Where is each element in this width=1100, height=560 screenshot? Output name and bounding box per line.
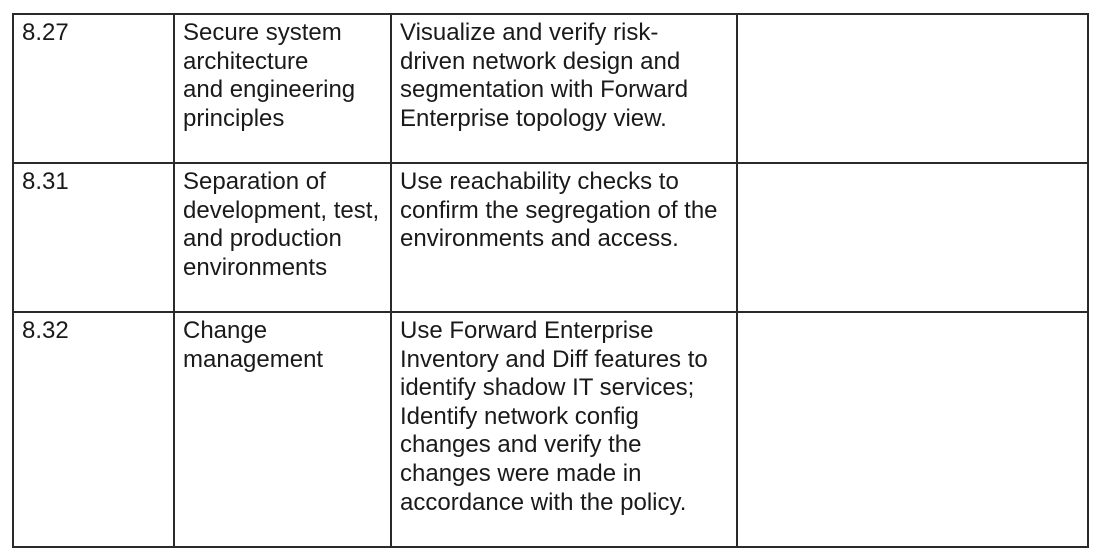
control-name: Separation of development, test, and production environments <box>183 168 380 281</box>
control-description: Use reachability checks to confirm the segregation of the environments and access. <box>400 168 718 253</box>
control-id-cell <box>13 163 174 312</box>
control-id: 8.31 <box>22 168 69 195</box>
empty-cell <box>737 312 1088 547</box>
control-id: 8.27 <box>22 19 69 46</box>
control-description: Visualize and verify risk- driven network design and segmentation with Forward Enterprise topology view. <box>400 19 689 132</box>
control-id: 8.32 <box>22 317 69 344</box>
control-name-cell <box>174 163 391 312</box>
table-row <box>13 312 1088 547</box>
control-name-cell <box>174 312 391 547</box>
table-row <box>13 163 1088 312</box>
control-description: Use Forward Enterprise Inventory and Diff features to identify shadow IT services; Identify network config changes and verify the changes were made in accordance with the policy. <box>400 317 708 516</box>
control-name: Change management <box>183 317 324 373</box>
control-id-cell <box>13 14 174 163</box>
empty-cell <box>737 14 1088 163</box>
control-name: Secure system architecture and engineering principles <box>183 19 356 132</box>
empty-cell <box>737 163 1088 312</box>
control-description-cell <box>391 312 737 547</box>
control-name-cell <box>174 14 391 163</box>
control-id-cell <box>13 312 174 547</box>
control-description-cell <box>391 14 737 163</box>
table-row <box>13 14 1088 163</box>
controls-table <box>12 13 1089 548</box>
control-description-cell <box>391 163 737 312</box>
